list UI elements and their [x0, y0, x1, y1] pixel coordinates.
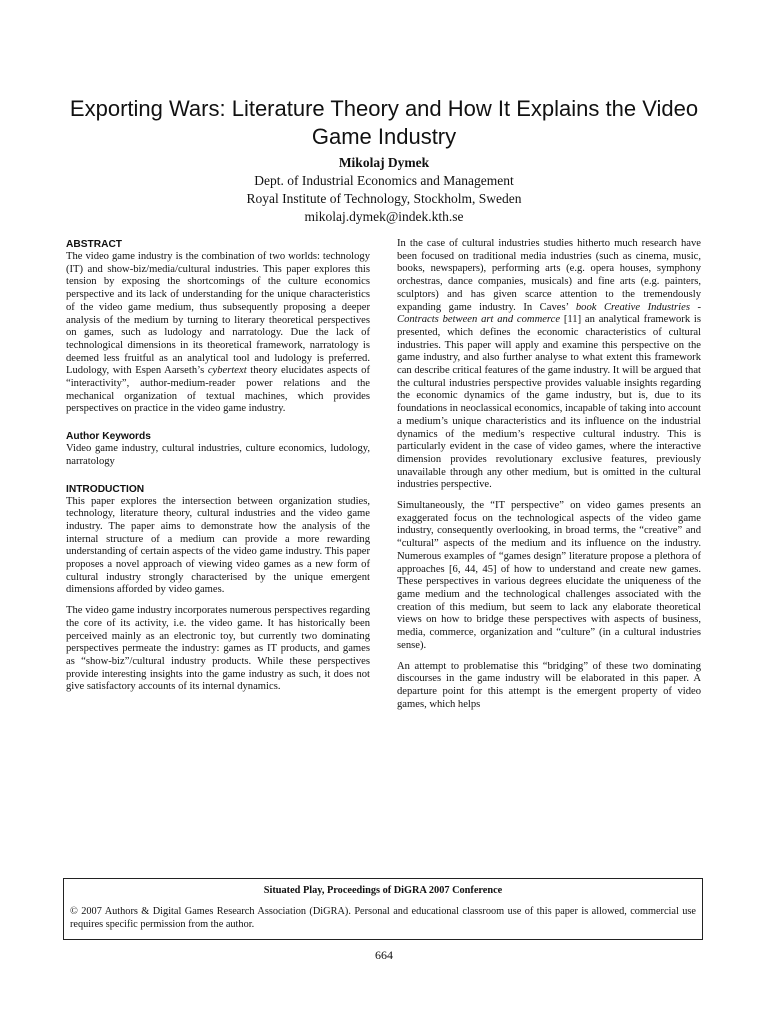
copyright-notice: © 2007 Authors & Digital Games Research Association (DiGRA). Personal and educational classroom use of this paper is allowed, commercial use requires specific permission from the author.	[70, 906, 696, 930]
right-column	[397, 238, 701, 719]
right-paragraph-2: Simultaneously, the “IT perspective” on video games presents an exaggerated focus on the technological aspects of the video game industry, consequently overlooking, in broad terms, the “creative” and “cultural” aspects of the medium and its influence on the industry. Numerous examples of “games design” literature propose a plethora of approaches [6, 44, 45] of how to understand and create new games. These perspectives in various degrees elucidate the uniqueness of the game medium and the technological challenges associated with the creation of this medium, but seem to lack any elaborate theoretical views on how to bridge these perspectives with aspects of business, media, commerce, organization and “culture” (in a cultural industries sense).	[397, 500, 701, 651]
abstract-text-part-1: The video game industry is the combination of two worlds: technology (IT) and show-biz/media/cultural industries. This paper explores this tension by exposing the shortcomings of the culture economics perspective and its lack of understanding for the unique characteristics of the video game medium, thus subsequently proposing a deeper analysis of the medium by turning to literary theoretical perspectives on games, such as ludology and narratology. Due the lack of technological dimensions in its theoretical framework, narratology is deemed less fruitful as an analytical tool and ludology is preferred. Ludology, with Espen Aarseth’s	[66, 251, 370, 377]
left-column	[66, 238, 370, 702]
abstract-heading: ABSTRACT	[66, 239, 123, 250]
conference-venue: Situated Play, Proceedings of DiGRA 2007 Conference	[263, 885, 503, 896]
affiliation-department: Dept. of Industrial Economics and Management	[254, 173, 514, 188]
introduction-paragraph-2: The video game industry incorporates numerous perspectives regarding the core of its activity, i.e. the video game. It has historically been perceived mainly as an electronic toy, but currently two dominating perspectives permeate the industry: games as IT products, and games as “show-biz”/cultural industry products. While these perspectives provide interesting insights into the game industry as such, it does not give satisfactory accounts of its internal dynamics.	[66, 605, 370, 693]
author-block	[100, 154, 668, 226]
abstract-italic-term: cybertext	[207, 365, 247, 377]
abstract-text	[66, 251, 370, 416]
introduction-paragraph-1: This paper explores the intersection between organization studies, technology, literature theory, cultural industries and the video game industry. The paper aims to demonstrate how the analysis of the internal structure of a medium can provide a more rewarding understanding of certain aspects of the video game industry. This paper proposes a novel approach of viewing video games as a new form of cultural industry strongly characterised by the unique emergent dimensions afforded by video games.	[66, 495, 370, 596]
author-email: mikolaj.dymek@indek.kth.se	[304, 209, 464, 224]
abstract-text-part-2: theory elucidates aspects of “interactivity”, author-medium-reader power relations and the mechanical organization of textual machines, which provides perspectives on practice in the video game industry.	[66, 365, 370, 415]
affiliation-institute: Royal Institute of Technology, Stockholm, Sweden	[246, 191, 522, 206]
paper-title: Exporting Wars: Literature Theory and How It Explains the Video Game Industry	[69, 96, 699, 149]
author-name: Mikolaj Dymek	[338, 155, 430, 170]
right-paragraph-1	[397, 238, 701, 492]
copyright-box	[63, 878, 703, 940]
keywords-text: Video game industry, cultural industries, culture economics, ludology, narratology	[66, 443, 370, 467]
introduction-heading: INTRODUCTION	[66, 483, 145, 495]
cited-book-title: book Creative Industries - Contracts between art and commerce	[397, 301, 702, 326]
right-paragraph-1-part-b: [11] an analytical framework is presented, which defines the economic characteristics of cultural industries. This paper will apply and examine this perspective on the game industry, and also further analyse to what extent this framework can describe critical features of the game industry. It will be argued that the cultural industries perspective provides valuable insights regarding the economic dynamics of the game industry, but is, due to its foundations in neoclassical economics, incapable of taking into account a medium’s unique characteristics and its influence on the industrial dynamics of the medium’s respective cultural industry. This is particularly evident in the case of video games, where the interactive dimension provides revolutionary exclusive features, previously unavailable through any other medium, but is omitted in the cultural industries perspective.	[397, 314, 701, 491]
right-paragraph-1-part-a: In the case of cultural industries studies hitherto much research have been focused on traditional media industries (such as cinema, music, books, newspapers), performing arts (e.g. opera houses, symphony orchestras, dance companies, musicals) and fine arts (e.g. painters, sculptors) and has given scarce attention to the tremendously expanding game industry. In Caves’	[397, 238, 701, 313]
keywords-heading: Author Keywords	[66, 431, 151, 443]
right-paragraph-3: An attempt to problematise this “bridging” of these two dominating discourses in the game industry will be elaborated in this paper. A departure point for this attempt is the emergent property of video games, which helps	[397, 660, 701, 710]
page-number: 664	[375, 948, 393, 962]
